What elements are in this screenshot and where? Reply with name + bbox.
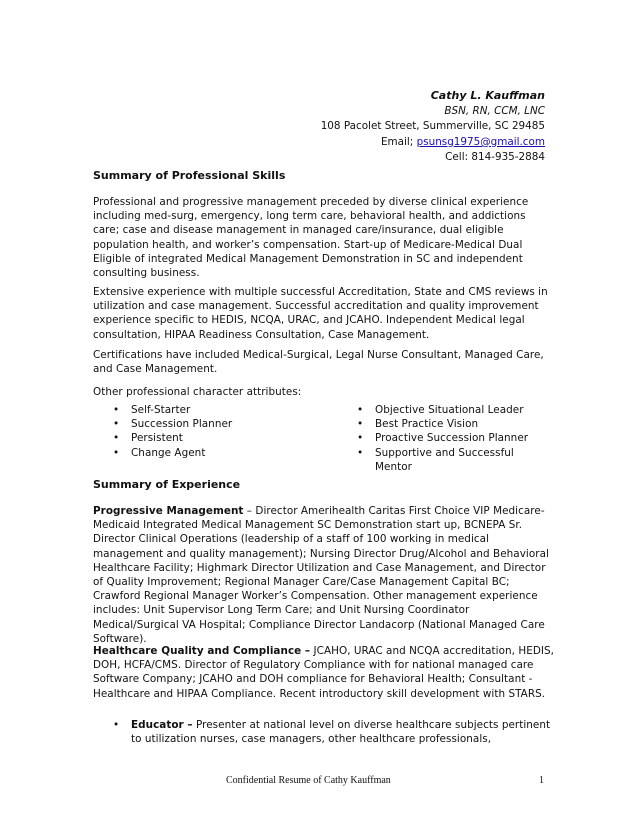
list-item: • Succession Planner	[113, 418, 233, 431]
list-item: • Persistent	[113, 432, 183, 445]
list-item: • Best Practice Vision	[357, 418, 479, 431]
list-item: • Change Agent	[113, 446, 206, 459]
contact-header	[321, 88, 545, 166]
educator-label: Educator –	[131, 719, 193, 731]
page-number: 1	[539, 775, 544, 786]
footer-text: Confidential Resume of Cathy Kauffman	[226, 775, 391, 786]
summary-paragraph-1: Professional and progressive management preceded by diverse clinical experience including med-surg, emergency, long term care, behavioral health, and addictions care; case and disease management in managed care/insurance, dual eligible population health, and worker’s compensation. Start-up of Medicare-Medical Dual Eligible of integrated Medical Management Demonstration in SC and independent consulting business.	[93, 196, 529, 280]
educator-text: Presenter at national level on diverse healthcare subjects pertinent to utilization nurses, case managers, other healthcare professionals,	[131, 719, 551, 746]
progressive-management-paragraph	[93, 504, 555, 646]
list-item: • Self-Starter	[113, 404, 191, 416]
progressive-management-text: – Director Amerihealth Caritas First Choice VIP Medicare-Medicaid Integrated Medical Management SC Demonstration start up, BCNEPA Sr. Director Clinical Operations (leadership of a staff of 100 working in medical management and quality management); Nursing Director Drug/Alcohol and Behavioral Healthcare Facility; Highmark Director Utilization and Case Management, and Director of Quality Improvement; Regional Manager Care/Case Management Capital BC; Crawford Regional Manager Worker’s Compensation. Other management experience includes: Unit Supervisor Long Term Care; and Unit Nursing Coordinator Medical/Surgical VA Hospital; Compliance Director Landacorp (National Managed Care Software).	[93, 505, 549, 645]
progressive-management-label: Progressive Management	[93, 505, 244, 517]
summary-skills-heading: Summary of Professional Skills	[93, 169, 286, 182]
attributes-left-column	[93, 403, 353, 460]
summary-paragraph-2: Extensive experience with multiple successful Accreditation, State and CMS reviews in utilization and case management. Successful accreditation and quality improvement experience specific to HEDIS, NCQA, URAC, and JCAHO. Independent Medical legal consultation, HIPAA Readiness Consultation, Case Management.	[93, 286, 548, 341]
candidate-address: 108 Pacolet Street, Summerville, SC 29485	[320, 120, 545, 133]
candidate-cell: Cell: 814-935-2884	[445, 151, 545, 164]
attributes-right-column	[357, 403, 557, 474]
email-label: Email;	[380, 135, 417, 148]
summary-experience-heading: Summary of Experience	[93, 478, 241, 491]
healthcare-quality-label: Healthcare Quality and Compliance –	[93, 645, 311, 657]
attributes-intro: Other professional character attributes:	[93, 386, 302, 398]
list-item: • Supportive and Successful Mentor	[357, 446, 514, 473]
summary-paragraph-3: Certifications have included Medical-Surgical, Legal Nurse Consultant, Managed Care, and Case Management.	[93, 349, 544, 376]
list-item: • Proactive Succession Planner	[357, 432, 529, 445]
healthcare-quality-paragraph	[93, 644, 555, 701]
candidate-email-line	[321, 135, 545, 151]
healthcare-quality-text: JCAHO, URAC and NCQA accreditation, HEDIS, DOH, HCFA/CMS. Director of Regulatory Compliance with for national managed care Software Company; JCAHO and DOH compliance for Behavioral Health; Consultant - Healthcare and HIPAA Compliance. Recent introductory skill development with STARS.	[93, 645, 555, 700]
email-link[interactable]: psunsg1975@gmail.com	[416, 135, 545, 148]
educator-item: • Educator – Presenter at national level on diverse healthcare subjects pertinent to utilization nurses, case managers, other healthcare professionals,	[113, 719, 551, 746]
list-item: • Objective Situational Leader	[357, 404, 524, 416]
candidate-name: Cathy L. Kauffman	[430, 89, 545, 102]
candidate-credentials: BSN, RN, CCM, LNC	[444, 104, 545, 117]
